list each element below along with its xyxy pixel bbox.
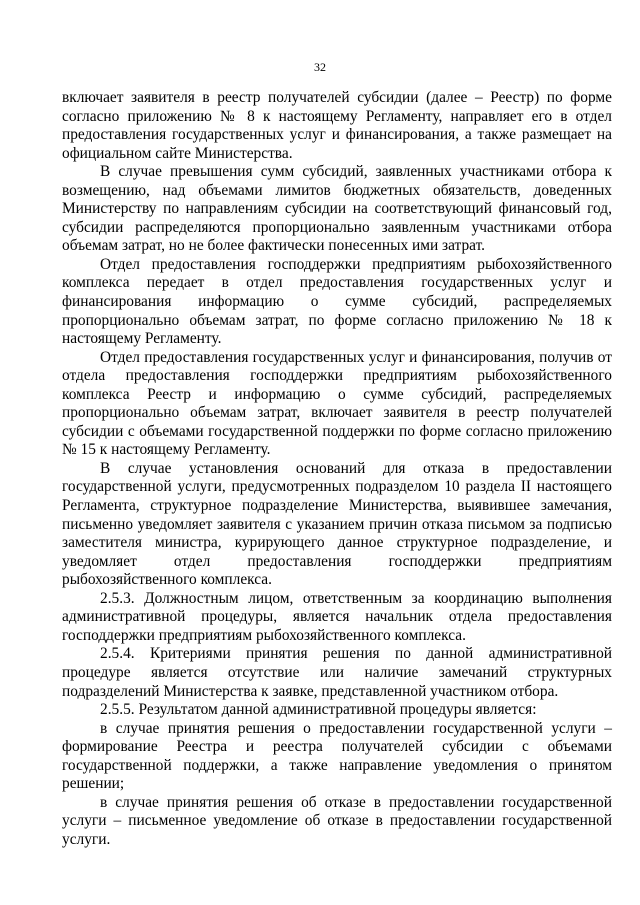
paragraph: Отдел предоставления государственных услуг и финансирования, получив от отдела предоставления господдержки предприятиям рыбохозяйственного комплекса Реестр и информацию о сумме субсидий, распределяемых пропорционально объемам затрат, включает заявителя в реестр получателей субсидии с объемами государственной поддержки по форме согласно приложению № 15 к настоящему Регламенту. xyxy=(62,348,612,459)
paragraph: включает заявителя в реестр получателей субсидии (далее – Реестр) по форме согласно приложению № 8 к настоящему Регламенту, направляет его в отдел предоставления государственных услуг и финансирования, а также размещает на официальном сайте Министерства. xyxy=(62,89,612,162)
page-number: 32 xyxy=(314,60,326,74)
paragraph: 2.5.3. Должностным лицом, ответственным за координацию выполнения административной процедуры, является начальник отдела предоставления господдержки предприятиям рыбохозяйственного комплекса. xyxy=(62,589,612,644)
paragraph: Отдел предоставления господдержки предприятиям рыбохозяйственного комплекса передает в отдел предоставления государственных услуг и финансирования информацию о сумме субсидий, распределяемых пропорционально объемам затрат, по форме согласно приложению № 18 к настоящему Регламенту. xyxy=(62,255,612,348)
paragraph: В случае установления оснований для отказа в предоставлении государственной услуги, предусмотренных подразделом 10 раздела II настоящего Регламента, структурное подразделение Министерства, выявившее замечания, письменно уведомляет заявителя с указанием причин отказа письмом за подписью заместителя министра, курирующего данное структурное подразделение, и уведомляет отдел предоставления господдержки предприятиям рыбохозяйственного комплекса. xyxy=(62,459,612,589)
paragraph: в случае принятия решения о предоставлении государственной услуги – формирование Реестра и реестра получателей субсидии с объемами государственной поддержки, а также направление уведомления о принятом решении; xyxy=(62,719,612,793)
document-body xyxy=(62,89,612,849)
paragraph: 2.5.4. Критериями принятия решения по данной административной процедуре является отсутствие или наличие замечаний структурных подразделений Министерства к заявке, представленной участником отбора. xyxy=(62,645,612,700)
paragraph: в случае принятия решения об отказе в предоставлении государственной услуги – письменное уведомление об отказе в предоставлении государственной услуги. xyxy=(62,793,612,848)
paragraph: 2.5.5. Результатом данной административной процедуры является: xyxy=(100,701,537,719)
paragraph: В случае превышения сумм субсидий, заявленных участниками отбора к возмещению, над объемами лимитов бюджетных обязательств, доведенных Министерству по направлениям субсидии на соответствующий финансовый год, субсидии распределяются пропорционально заявленным участниками отбора объемам затрат, но не более фактически понесенных ими затрат. xyxy=(62,163,612,255)
